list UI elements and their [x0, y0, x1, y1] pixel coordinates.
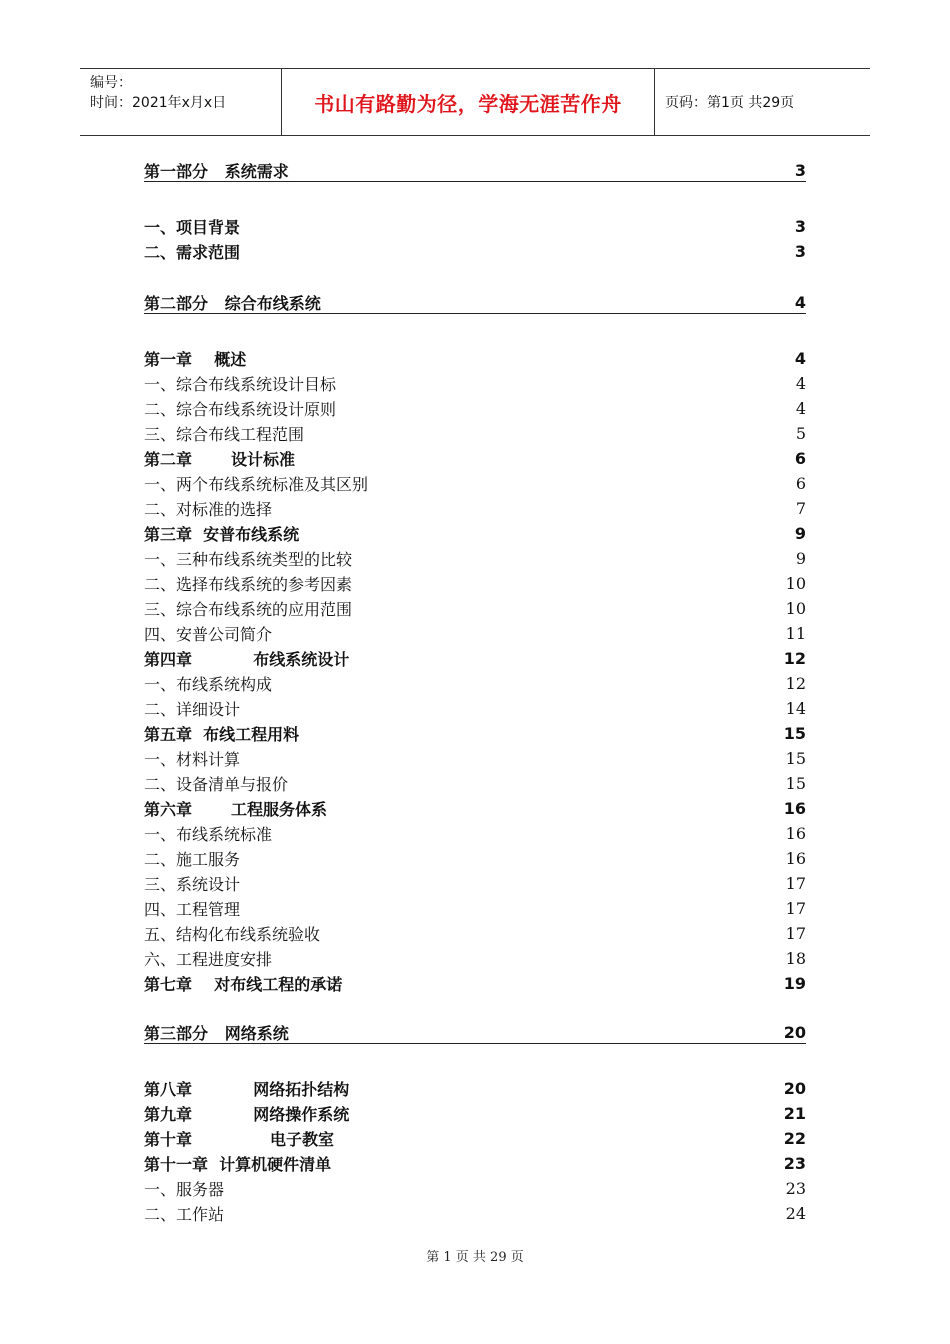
toc-entry [144, 596, 806, 620]
toc-entry-page: 20 [783, 1023, 806, 1042]
toc-entry-page: 23 [783, 1153, 806, 1173]
toc-entry-label: 一、布线系统构成 [144, 674, 273, 694]
toc-entry-page: 19 [783, 973, 806, 993]
toc-entry [144, 946, 806, 970]
toc-entry-label: 二、施工服务 [144, 849, 241, 869]
toc-entry-label: 三、综合布线系统的应用范围 [144, 599, 353, 619]
toc-entry-label: 第八章 网络拓扑结构 [144, 1079, 350, 1099]
toc-entry [144, 1126, 806, 1150]
toc-entry-page: 24 [785, 1203, 806, 1223]
toc-entry [144, 896, 806, 920]
toc-entry-page: 11 [785, 623, 806, 643]
toc-entry-label: 一、项目背景 [144, 217, 241, 237]
toc-entry [144, 239, 806, 263]
toc-entry-page: 3 [794, 216, 806, 236]
toc-entry-page: 6 [794, 448, 806, 468]
toc-entry-label: 一、两个布线系统标准及其区别 [144, 474, 369, 494]
toc-entry [144, 471, 806, 495]
toc-entry [144, 796, 806, 820]
toc-entry-label: 第九章 网络操作系统 [144, 1104, 350, 1124]
toc-entry [144, 846, 806, 870]
toc-entry-label: 第一章 概述 [144, 349, 247, 369]
toc-entry [144, 421, 806, 445]
toc-entry-page: 15 [785, 773, 806, 793]
toc-entry-page: 20 [783, 1078, 806, 1098]
toc-entry-label: 一、综合布线系统设计目标 [144, 374, 337, 394]
toc-entry-page: 21 [783, 1103, 806, 1123]
toc-entry-label: 第十章 电子教室 [144, 1129, 334, 1149]
toc-entry [144, 446, 806, 470]
toc-entry-label: 第五章 布线工程用料 [144, 724, 300, 744]
toc-entry [144, 346, 806, 370]
toc-part-entry [144, 292, 806, 314]
toc-entry-label: 一、布线系统标准 [144, 824, 273, 844]
header-motto-cell [282, 69, 655, 135]
toc-entry [144, 871, 806, 895]
toc-entry-label: 三、系统设计 [144, 874, 241, 894]
toc-entry-page: 15 [785, 748, 806, 768]
toc-part-entry [144, 1022, 806, 1044]
toc-entry-page: 10 [785, 573, 806, 593]
toc-entry-label: 二、工作站 [144, 1204, 225, 1224]
toc-entry-page: 9 [794, 523, 806, 543]
toc-entry-label: 第二部分 综合布线系统 [144, 294, 321, 313]
toc-entry-page: 16 [785, 848, 806, 868]
toc-entry-page: 12 [783, 648, 806, 668]
toc-entry-label: 四、安普公司简介 [144, 624, 273, 644]
toc-entry-label: 六、工程进度安排 [144, 949, 273, 969]
toc-entry-page: 22 [783, 1128, 806, 1148]
toc-entry [144, 771, 806, 795]
toc-entry [144, 746, 806, 770]
toc-entry [144, 396, 806, 420]
toc-entry-page: 7 [795, 498, 806, 518]
toc-entry-label: 第十一章 计算机硬件清单 [144, 1154, 332, 1174]
toc-entry-page: 6 [795, 473, 806, 493]
toc-entry [144, 821, 806, 845]
toc-entry-label: 五、结构化布线系统验收 [144, 924, 321, 944]
toc-entry-page: 5 [795, 423, 806, 443]
toc-entry-label: 二、综合布线系统设计原则 [144, 399, 337, 419]
toc-entry-label: 四、工程管理 [144, 899, 241, 919]
toc-entry-page: 10 [785, 598, 806, 618]
toc-entry-page: 18 [785, 948, 806, 968]
toc-entry-page: 15 [783, 723, 806, 743]
toc-entry [144, 1076, 806, 1100]
toc-entry [144, 571, 806, 595]
toc-entry-label: 第三部分 网络系统 [144, 1024, 289, 1043]
toc-entry-label: 第六章 工程服务体系 [144, 799, 327, 819]
toc-entry [144, 671, 806, 695]
toc-entry [144, 1101, 806, 1125]
time-label: 时间：2021年x月x日 [90, 95, 227, 111]
toc-entry [144, 371, 806, 395]
code-label: 编号： [90, 75, 132, 91]
header-meta [80, 69, 282, 135]
toc-entry-label: 第七章 对布线工程的承诺 [144, 974, 343, 994]
toc-entry-label: 二、设备清单与报价 [144, 774, 289, 794]
toc-entry-label: 二、需求范围 [144, 242, 241, 262]
toc-entry-page: 16 [785, 823, 806, 843]
toc-entry [144, 496, 806, 520]
page-label: 页码：第1页 共29页 [665, 95, 795, 111]
toc-entry-label: 二、详细设计 [144, 699, 241, 719]
toc-entry-label: 一、材料计算 [144, 749, 241, 769]
toc-entry-page: 16 [783, 798, 806, 818]
toc-entry [144, 1176, 806, 1200]
toc-entry-label: 二、选择布线系统的参考因素 [144, 574, 353, 594]
toc-entry-page: 4 [795, 373, 806, 393]
toc-entry-page: 12 [785, 673, 806, 693]
toc-entry-page: 23 [785, 1178, 806, 1198]
toc-entry-label: 第一部分 系统需求 [144, 162, 289, 181]
toc-entry [144, 1151, 806, 1175]
toc-entry-page: 3 [794, 161, 806, 180]
toc-entry [144, 921, 806, 945]
toc-entry [144, 721, 806, 745]
toc-entry-page: 17 [785, 873, 806, 893]
page-header [80, 68, 870, 136]
toc-entry-page: 14 [785, 698, 806, 718]
toc-entry-label: 第三章 安普布线系统 [144, 524, 300, 544]
toc-entry-page: 17 [785, 923, 806, 943]
toc-entry [144, 971, 806, 995]
toc-entry-page: 17 [785, 898, 806, 918]
toc-entry-label: 二、对标准的选择 [144, 499, 273, 519]
toc-entry-page: 4 [794, 348, 806, 368]
header-page-cell [655, 69, 870, 135]
toc-entry-label: 一、服务器 [144, 1179, 225, 1199]
toc-entry-label: 第二章 设计标准 [144, 449, 295, 469]
toc-entry [144, 214, 806, 238]
toc-entry [144, 546, 806, 570]
toc-entry-label: 一、三种布线系统类型的比较 [144, 549, 353, 569]
page-footer: 第 1 页 共 29 页 [426, 1250, 524, 1265]
toc-part-entry [144, 160, 806, 182]
toc-entry-page: 3 [794, 241, 806, 261]
toc-entry [144, 621, 806, 645]
toc-entry [144, 696, 806, 720]
toc-entry-page: 9 [795, 548, 806, 568]
toc-entry-label: 第四章 布线系统设计 [144, 649, 350, 669]
toc-entry [144, 521, 806, 545]
toc-entry-page: 4 [795, 398, 806, 418]
toc-entry [144, 1201, 806, 1225]
motto: 书山有路勤为径，学海无涯苦作舟 [314, 91, 622, 116]
toc-entry [144, 646, 806, 670]
toc-entry-label: 三、综合布线工程范围 [144, 424, 305, 444]
toc-entry-page: 4 [794, 293, 806, 312]
